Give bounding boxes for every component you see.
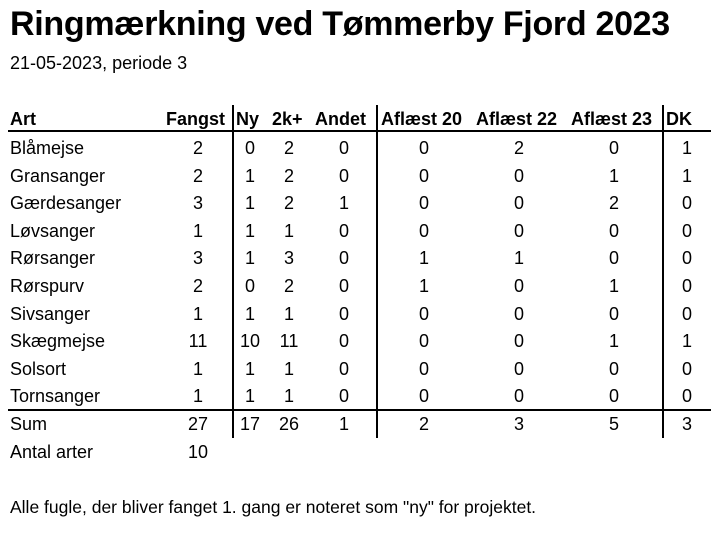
sum-cell: 3 xyxy=(681,414,693,434)
table-cell: 0 xyxy=(513,303,525,324)
table-cell: 0 xyxy=(681,276,693,296)
species-count-label: Antal arter xyxy=(10,441,94,462)
column-divider xyxy=(662,105,664,438)
table-cell: 2 xyxy=(608,193,620,214)
sum-cell: 27 xyxy=(187,414,209,434)
table-cell: 1 xyxy=(244,303,256,324)
table-cell: 1 xyxy=(608,165,620,186)
table-cell: 1 xyxy=(283,386,295,407)
column-header: Art xyxy=(10,109,36,129)
table-cell: 0 xyxy=(338,386,350,407)
table-cell: 1 xyxy=(283,220,295,241)
species-name: Gransanger xyxy=(10,165,106,186)
table-cell: 0 xyxy=(513,276,525,296)
table-cell: 1 xyxy=(283,358,295,379)
date-period-subtitle: 21-05-2023, periode 3 xyxy=(10,53,188,73)
table-cell: 2 xyxy=(192,276,204,296)
table-cell: 1 xyxy=(608,276,620,296)
table-cell: 1 xyxy=(418,248,430,269)
table-cell: 1 xyxy=(244,193,256,214)
column-divider xyxy=(232,105,234,438)
species-name: Solsort xyxy=(10,358,67,379)
table-cell: 2 xyxy=(283,138,295,158)
table-cell: 1 xyxy=(192,386,204,407)
table-cell: 0 xyxy=(418,331,430,352)
species-count-value: 10 xyxy=(187,441,209,462)
page-title: Ringmærkning ved Tømmerby Fjord 2023 xyxy=(10,5,670,43)
table-cell: 0 xyxy=(418,220,430,241)
table-cell: 0 xyxy=(338,331,350,352)
table-cell: 0 xyxy=(608,138,620,158)
species-name: Tornsanger xyxy=(10,386,101,407)
table-cell: 2 xyxy=(192,138,204,158)
species-name: Rørsanger xyxy=(10,248,96,269)
table-cell: 0 xyxy=(681,220,693,241)
table-cell: 0 xyxy=(338,248,350,269)
table-cell: 0 xyxy=(681,358,693,379)
species-name: Blåmejse xyxy=(10,138,85,158)
table-cell: 3 xyxy=(192,193,204,214)
table-cell: 0 xyxy=(608,358,620,379)
table-cell: 2 xyxy=(283,193,295,214)
table-cell: 0 xyxy=(513,220,525,241)
table-cell: 1 xyxy=(192,358,204,379)
table-cell: 10 xyxy=(239,331,261,352)
table-cell: 2 xyxy=(192,165,204,186)
table-cell: 3 xyxy=(192,248,204,269)
sum-cell: 5 xyxy=(608,414,620,434)
sum-cell: 2 xyxy=(418,414,430,434)
column-header: DK xyxy=(666,109,692,129)
column-header: Andet xyxy=(315,109,366,129)
table-cell: 0 xyxy=(513,165,525,186)
table-cell: 1 xyxy=(418,276,430,296)
species-name: Gærdesanger xyxy=(10,193,122,214)
table-cell: 0 xyxy=(338,303,350,324)
column-header: Aflæst 20 xyxy=(381,109,463,129)
table-cell: 0 xyxy=(418,303,430,324)
table-cell: 0 xyxy=(513,358,525,379)
table-cell: 0 xyxy=(608,220,620,241)
footnote: Alle fugle, der bliver fanget 1. gang er noteret som "ny" for projektet. xyxy=(10,497,537,517)
table-cell: 1 xyxy=(192,303,204,324)
table-cell: 0 xyxy=(338,276,350,296)
table-cell: 1 xyxy=(608,331,620,352)
sum-cell: 17 xyxy=(239,414,261,434)
table-cell: 0 xyxy=(418,193,430,214)
species-name: Løvsanger xyxy=(10,220,96,241)
column-header: Fangst xyxy=(166,109,226,129)
table-cell: 0 xyxy=(681,386,693,407)
table-cell: 1 xyxy=(283,303,295,324)
table-cell: 1 xyxy=(513,248,525,269)
table-cell: 0 xyxy=(608,303,620,324)
table-cell: 2 xyxy=(283,276,295,296)
table-cell: 0 xyxy=(418,386,430,407)
table-cell: 0 xyxy=(418,165,430,186)
table-cell: 3 xyxy=(283,248,295,269)
table-cell: 0 xyxy=(608,386,620,407)
column-header: Aflæst 23 xyxy=(571,109,653,129)
table-cell: 0 xyxy=(513,193,525,214)
table-cell: 0 xyxy=(244,276,256,296)
table-cell: 0 xyxy=(681,248,693,269)
table-cell: 1 xyxy=(681,138,693,158)
sum-cell: 3 xyxy=(513,414,525,434)
table-cell: 0 xyxy=(418,358,430,379)
table-cell: 0 xyxy=(244,138,256,158)
sum-cell: 26 xyxy=(278,414,300,434)
species-name: Rørspurv xyxy=(10,276,85,296)
table-cell: 1 xyxy=(244,386,256,407)
table-cell: 0 xyxy=(418,138,430,158)
table-cell: 11 xyxy=(279,331,299,352)
sum-overline xyxy=(8,409,711,411)
table-cell: 1 xyxy=(244,358,256,379)
table-cell: 0 xyxy=(513,331,525,352)
table-cell: 1 xyxy=(192,220,204,241)
table-cell: 1 xyxy=(244,220,256,241)
table-cell: 1 xyxy=(244,248,256,269)
table-cell: 0 xyxy=(338,358,350,379)
table-cell: 0 xyxy=(338,165,350,186)
species-name: Skægmejse xyxy=(10,331,106,352)
table-cell: 1 xyxy=(681,331,693,352)
table-cell: 1 xyxy=(338,193,350,214)
table-cell: 0 xyxy=(608,248,620,269)
table-cell: 1 xyxy=(681,165,693,186)
table-cell: 1 xyxy=(244,165,256,186)
table-cell: 0 xyxy=(681,303,693,324)
sum-cell: 1 xyxy=(338,414,350,434)
table-cell: 2 xyxy=(513,138,525,158)
column-header: Aflæst 22 xyxy=(476,109,558,129)
column-divider xyxy=(376,105,378,438)
column-header: 2k+ xyxy=(272,109,303,129)
table-cell: 0 xyxy=(513,386,525,407)
table-cell: 0 xyxy=(338,138,350,158)
table-cell: 11 xyxy=(188,331,208,352)
table-cell: 0 xyxy=(681,193,693,214)
species-name: Sivsanger xyxy=(10,303,91,324)
sum-label: Sum xyxy=(10,414,48,434)
table-cell: 2 xyxy=(283,165,295,186)
header-underline xyxy=(8,130,711,132)
column-header: Ny xyxy=(236,109,260,129)
table-cell: 0 xyxy=(338,220,350,241)
